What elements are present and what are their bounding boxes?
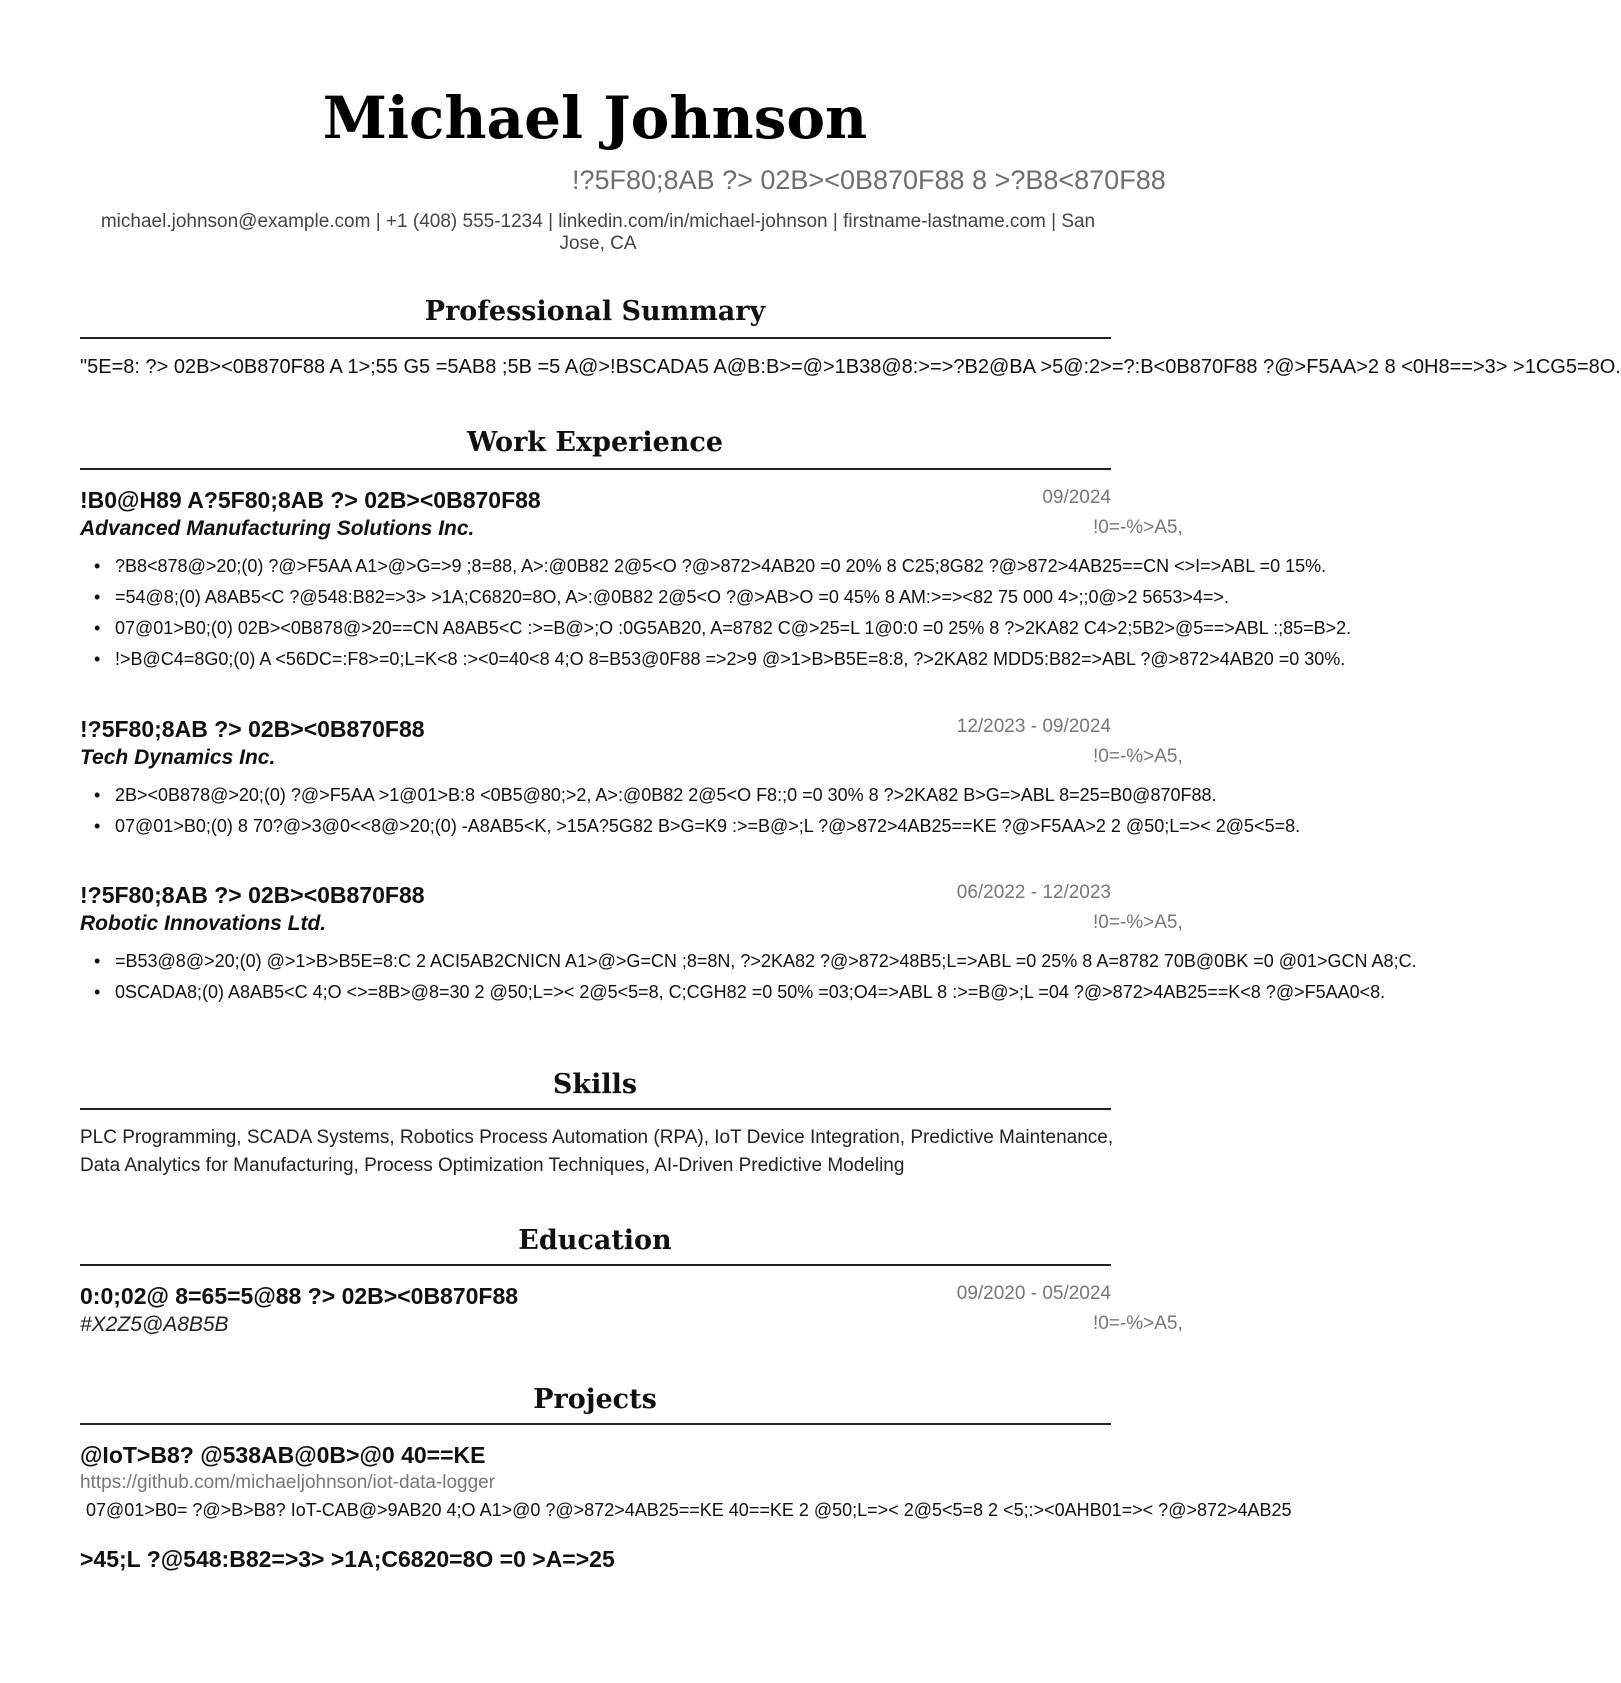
section-divider-experience: [80, 468, 1111, 470]
section-title-education: Education: [518, 1225, 672, 1256]
job-bullet: • =B53@8@>20;(0) @>1>B>B5E=8:C 2 ACI5AB2CNICN A1>@>G=CN ;8=8N, ?>2KA82 ?@>872>48B5;L=>ABL =0 25% 8 A=8782 70B@0BK =0 @01>GCN A8;C.: [80, 946, 1190, 977]
contact-line: michael.johnson@example.com | +1 (408) 555-1234 | linkedin.com/in/michael-johnson | firstname-lastname.com | San Jose, CA: [100, 211, 1096, 254]
section-divider-education: [80, 1264, 1111, 1266]
job-bullet: • 2B><0B878@>20;(0) ?@>F5AA >1@01>B:8 <0B5@80;>2, A>:@0B82 2@5<O F8:;0 =0 30% 8 ?>2KA82 B>G=>ABL 8=25=B0@870F88.: [80, 780, 1190, 811]
job-bullets: [80, 780, 1301, 842]
job-location: !0=-%>A5,: [1093, 912, 1183, 933]
project-link[interactable]: https://github.com/michaeljohnson/iot-data-logger: [80, 1472, 496, 1493]
job-location: !0=-%>A5,: [1093, 517, 1183, 538]
project-description: 07@01>B0= ?@>B>B8? IoT-CAB@>9AB20 4;O A1>@0 ?@>872>4AB25==KE 40==KE 2 @50;L=>< 2@5<5=8 2 <5;:><0AHB01=>< ?@>872>4AB25: [86, 1500, 1292, 1520]
job-title: !?5F80;8AB ?> 02B><0B870F88: [80, 716, 425, 742]
job-title: !B0@H89 A?5F80;8AB ?> 02B><0B870F88: [80, 487, 541, 513]
education-degree: 0:0;02@ 8=65=5@88 ?> 02B><0B870F88: [80, 1283, 519, 1309]
job-bullet: • 0SCADA8;(0) A8AB5<C 4;O <>=8B>@8=30 2 @50;L=>< 2@5<5=8, C;CGH82 =0 50% =03;O4=>ABL 8 :>=B@>;L =04 ?@>872>4AB25==K<8 ?@>F5AA0<8.: [80, 977, 1190, 1008]
candidate-name: Michael Johnson: [322, 84, 868, 152]
skills-text: PLC Programming, SCADA Systems, Robotics Process Automation (RPA), IoT Device Integration, Predictive Maintenance, Data Analytics for Manufacturing, Process Optimization Techniques, AI-Driven Predictive Modeling: [80, 1127, 1114, 1176]
job-company: Robotic Innovations Ltd.: [80, 912, 327, 935]
candidate-headline: !?5F80;8AB ?> 02B><0B870F88 8 >?B8<870F88: [572, 165, 1166, 195]
section-divider-skills: [80, 1108, 1111, 1110]
section-title-summary: Professional Summary: [424, 296, 766, 327]
job-bullet: • 07@01>B0;(0) 02B><0B878@>20==CN A8AB5<C :>=B@>;O :0G5AB20, A=8782 C@>25=L 1@0:0 =0 25% 8 ?>2KA82 C4>2;5B2>@5==>ABL :;85=B>2.: [80, 613, 1190, 644]
section-title-skills: Skills: [552, 1069, 638, 1100]
job-bullets: [80, 551, 1352, 675]
job-date: 09/2024: [1042, 487, 1111, 508]
education-school: #X2Z5@A8B5B: [80, 1313, 229, 1336]
education-location: !0=-%>A5,: [1093, 1313, 1183, 1334]
job-location: !0=-%>A5,: [1093, 746, 1183, 767]
job-date: 06/2022 - 12/2023: [956, 882, 1111, 903]
job-company: Advanced Manufacturing Solutions Inc.: [80, 517, 475, 540]
section-divider-projects: [80, 1423, 1111, 1425]
section-divider-summary: [80, 337, 1111, 339]
education-date: 09/2020 - 05/2024: [956, 1283, 1111, 1304]
job-bullet: • =54@8;(0) A8AB5<C ?@548:B82=>3> >1A;C6820=8O, A>:@0B82 2@5<O ?@>AB>O =0 45% 8 AM:>=><82 75 000 4>;;0@>2 5653>4=>.: [80, 582, 1190, 613]
job-bullet: • !>B@C4=8G0;(0) A <56DC=:F8>=0;L=K<8 :><0=40<8 4;O 8=B53@0F88 =>2>9 @>1>B>B5E=8:8, ?>2KA82 MDD5:B82=>ABL ?@>872>4AB20 =0 30%.: [80, 644, 1190, 675]
project-name: >45;L ?@548:B82=>3> >1A;C6820=8O =0 >A=>25: [80, 1546, 615, 1572]
section-title-projects: Projects: [533, 1384, 657, 1415]
job-bullet: • 07@01>B0;(0) 8 70?@>3@0<<8@>20;(0) -A8AB5<K, >15A?5G82 B>G=K9 :>=B@>;L ?@>872>4AB25==KE ?@>F5AA>2 2 @50;L=>< 2@5<5=8.: [80, 811, 1190, 842]
job-date: 12/2023 - 09/2024: [956, 716, 1111, 737]
job-bullets: [80, 946, 1417, 1008]
job-title: !?5F80;8AB ?> 02B><0B870F88: [80, 882, 425, 908]
job-bullet: • ?B8<878@>20;(0) ?@>F5AA A1>@>G=>9 ;8=88, A>:@0B82 2@5<O ?@>872>4AB20 =0 20% 8 C25;8G82 ?@>872>4AB25==CN <>I=>ABL =0 15%.: [80, 551, 1190, 582]
job-company: Tech Dynamics Inc.: [80, 746, 276, 769]
section-title-experience: Work Experience: [466, 427, 724, 458]
project-name: @IoT>B8? @538AB@0B>@0 40==KE: [80, 1442, 486, 1468]
summary-text: "5E=8: ?> 02B><0B870F88 A 1>;55 G5 =5AB8 ;5B =5 A@>!BSCADA5 A@B:B>=@>1B38@8:>=>?B2@BA >5@:2>=?:B<0B870F88 ?@>F5AA>2 8 <0H8==>3> >1CG5=8O.: [80, 356, 1621, 378]
